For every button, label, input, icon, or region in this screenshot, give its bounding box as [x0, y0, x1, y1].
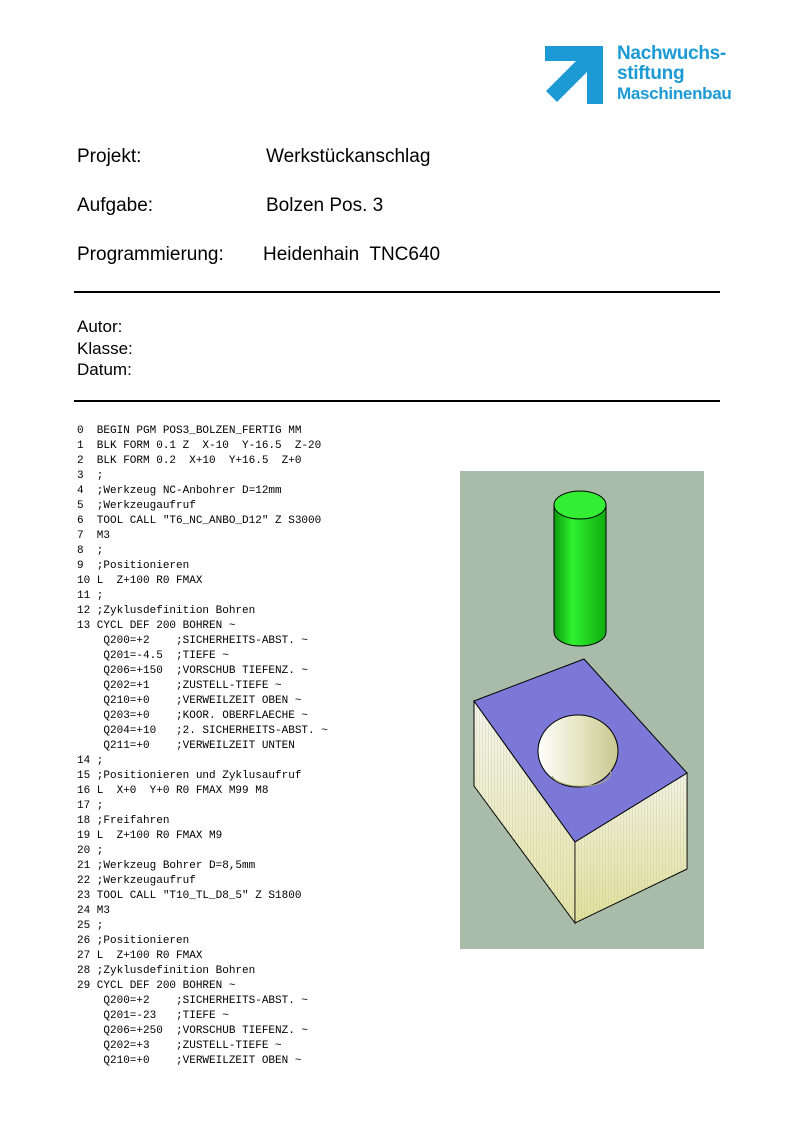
programmierung-value: Heidenhain TNC640 — [263, 244, 441, 265]
code-line: 11 ; — [77, 590, 104, 602]
code-line: 19 L Z+100 R0 FMAX M9 — [77, 830, 223, 842]
code-line: 21 ;Werkzeug Bohrer D=8,5mm — [77, 860, 256, 872]
projekt-label: Projekt: — [77, 146, 142, 167]
code-line: 26 ;Positionieren — [77, 935, 190, 947]
arrow-up-right-icon — [543, 44, 605, 106]
code-line: 0 BEGIN PGM POS3_BOLZEN_FERTIG MM — [77, 425, 302, 437]
code-line: 25 ; — [77, 920, 104, 932]
code-line: 7 M3 — [77, 530, 111, 542]
programmierung-label: Programmierung: — [77, 244, 224, 265]
code-line: 3 ; — [77, 470, 104, 482]
logo-line-1: Nachwuchs- — [617, 43, 726, 64]
code-line: 6 TOOL CALL "T6_NC_ANBO_D12" Z S3000 — [77, 515, 322, 527]
code-line: 4 ;Werkzeug NC-Anbohrer D=12mm — [77, 485, 282, 497]
code-line: 5 ;Werkzeugaufruf — [77, 500, 196, 512]
code-line: 22 ;Werkzeugaufruf — [77, 875, 196, 887]
autor-label: Autor: — [77, 317, 123, 336]
nc-program-listing — [77, 424, 328, 1069]
code-line: 27 L Z+100 R0 FMAX — [77, 950, 203, 962]
workpiece-block — [474, 659, 687, 923]
code-line: Q206=+150 ;VORSCHUB TIEFENZ. ~ — [77, 665, 309, 677]
header-divider — [74, 291, 720, 293]
code-line: 10 L Z+100 R0 FMAX — [77, 575, 203, 587]
logo-wordmark — [617, 44, 731, 104]
code-line: 17 ; — [77, 800, 104, 812]
code-line: 16 L X+0 Y+0 R0 FMAX M99 M8 — [77, 785, 269, 797]
code-line: 13 CYCL DEF 200 BOHREN ~ — [77, 620, 236, 632]
code-line: Q210=+0 ;VERWEILZEIT OBEN ~ — [77, 695, 302, 707]
logo-line-2: stiftung — [617, 63, 685, 84]
code-line: 24 M3 — [77, 905, 111, 917]
datum-label: Datum: — [77, 360, 132, 379]
code-line: 23 TOOL CALL "T10_TL_D8_5" Z S1800 — [77, 890, 302, 902]
meta-divider — [74, 400, 720, 402]
code-line: 28 ;Zyklusdefinition Bohren — [77, 965, 256, 977]
code-line: Q200=+2 ;SICHERHEITS-ABST. ~ — [77, 635, 309, 647]
code-line: Q206=+250 ;VORSCHUB TIEFENZ. ~ — [77, 1025, 309, 1037]
tool-cylinder — [554, 491, 606, 646]
nachwuchsstiftung-logo — [543, 44, 753, 108]
code-line: Q201=-4.5 ;TIEFE ~ — [77, 650, 229, 662]
code-line: Q203=+0 ;KOOR. OBERFLAECHE ~ — [77, 710, 309, 722]
code-line: 8 ; — [77, 545, 104, 557]
code-line: 1 BLK FORM 0.1 Z X-10 Y-16.5 Z-20 — [77, 440, 322, 452]
klasse-label: Klasse: — [77, 338, 133, 358]
projekt-value: Werkstückanschlag — [266, 146, 431, 167]
code-line: Q201=-23 ;TIEFE ~ — [77, 1010, 229, 1022]
logo-line-3: Maschinenbau — [617, 84, 732, 103]
code-line: 20 ; — [77, 845, 104, 857]
code-line: Q200=+2 ;SICHERHEITS-ABST. ~ — [77, 995, 309, 1007]
meta-block — [77, 316, 133, 381]
aufgabe-label: Aufgabe: — [77, 195, 154, 216]
code-line: 15 ;Positionieren und Zyklusaufruf — [77, 770, 302, 782]
code-line: Q211=+0 ;VERWEILZEIT UNTEN — [77, 740, 295, 752]
code-line: 9 ;Positionieren — [77, 560, 190, 572]
code-line: Q202=+1 ;ZUSTELL-TIEFE ~ — [77, 680, 282, 692]
aufgabe-value: Bolzen Pos. 3 — [266, 195, 384, 216]
code-line: Q202=+3 ;ZUSTELL-TIEFE ~ — [77, 1040, 282, 1052]
code-line: 2 BLK FORM 0.2 X+10 Y+16.5 Z+0 — [77, 455, 302, 467]
code-line: 12 ;Zyklusdefinition Bohren — [77, 605, 256, 617]
code-line: 18 ;Freifahren — [77, 815, 170, 827]
code-line: Q210=+0 ;VERWEILZEIT OBEN ~ — [77, 1055, 302, 1067]
code-line: 29 CYCL DEF 200 BOHREN ~ — [77, 980, 236, 992]
simulation-render — [460, 471, 704, 949]
code-line: 14 ; — [77, 755, 104, 767]
code-line: Q204=+10 ;2. SICHERHEITS-ABST. ~ — [77, 725, 328, 737]
